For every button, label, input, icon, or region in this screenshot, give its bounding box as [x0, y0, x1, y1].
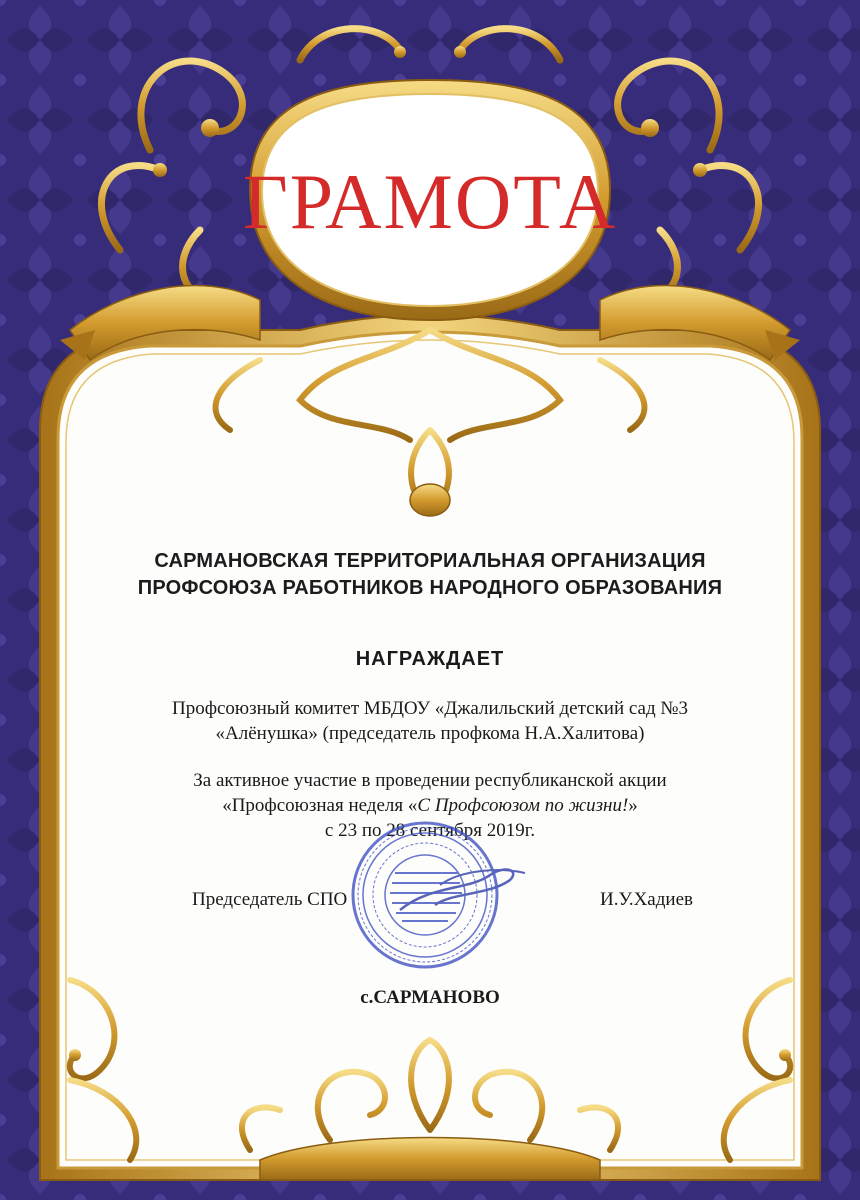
- reason-line-2-prefix: «Профсоюзная неделя «: [222, 795, 418, 816]
- recipient-line-1: Профсоюзный комитет МБДОУ «Джалильский детский сад №3: [171, 698, 689, 719]
- city: с.САРМАНОВО: [360, 987, 500, 1008]
- organization-line-2: ПРОФСОЮЗА РАБОТНИКОВ НАРОДНОГО ОБРАЗОВАНИЯ: [137, 577, 723, 599]
- award-word: НАГРАЖДАЕТ: [355, 648, 505, 670]
- recipient: [0, 696, 860, 746]
- certificate-title: ГРАМОТА: [242, 158, 618, 245]
- reason-slogan: С Профсоюзом по жизни!: [417, 795, 629, 816]
- organization-name: [0, 548, 860, 602]
- reason-line-2-suffix: »: [628, 795, 638, 816]
- organization-line-1: САРМАНОВСКАЯ ТЕРРИТОРИАЛЬНАЯ ОРГАНИЗАЦИЯ: [154, 550, 706, 572]
- stamp-seal: [340, 815, 530, 975]
- signature-name: И.У.Хадиев: [600, 889, 693, 910]
- signature-title: Председатель СПО: [192, 889, 348, 910]
- reason-line-3: с 23 по 28 сентября 2019г.: [324, 820, 536, 841]
- recipient-line-2: «Алёнушка» (председатель профкома Н.А.Халитова): [215, 723, 645, 744]
- reason-line-1: За активное участие в проведении республиканской акции: [193, 770, 667, 791]
